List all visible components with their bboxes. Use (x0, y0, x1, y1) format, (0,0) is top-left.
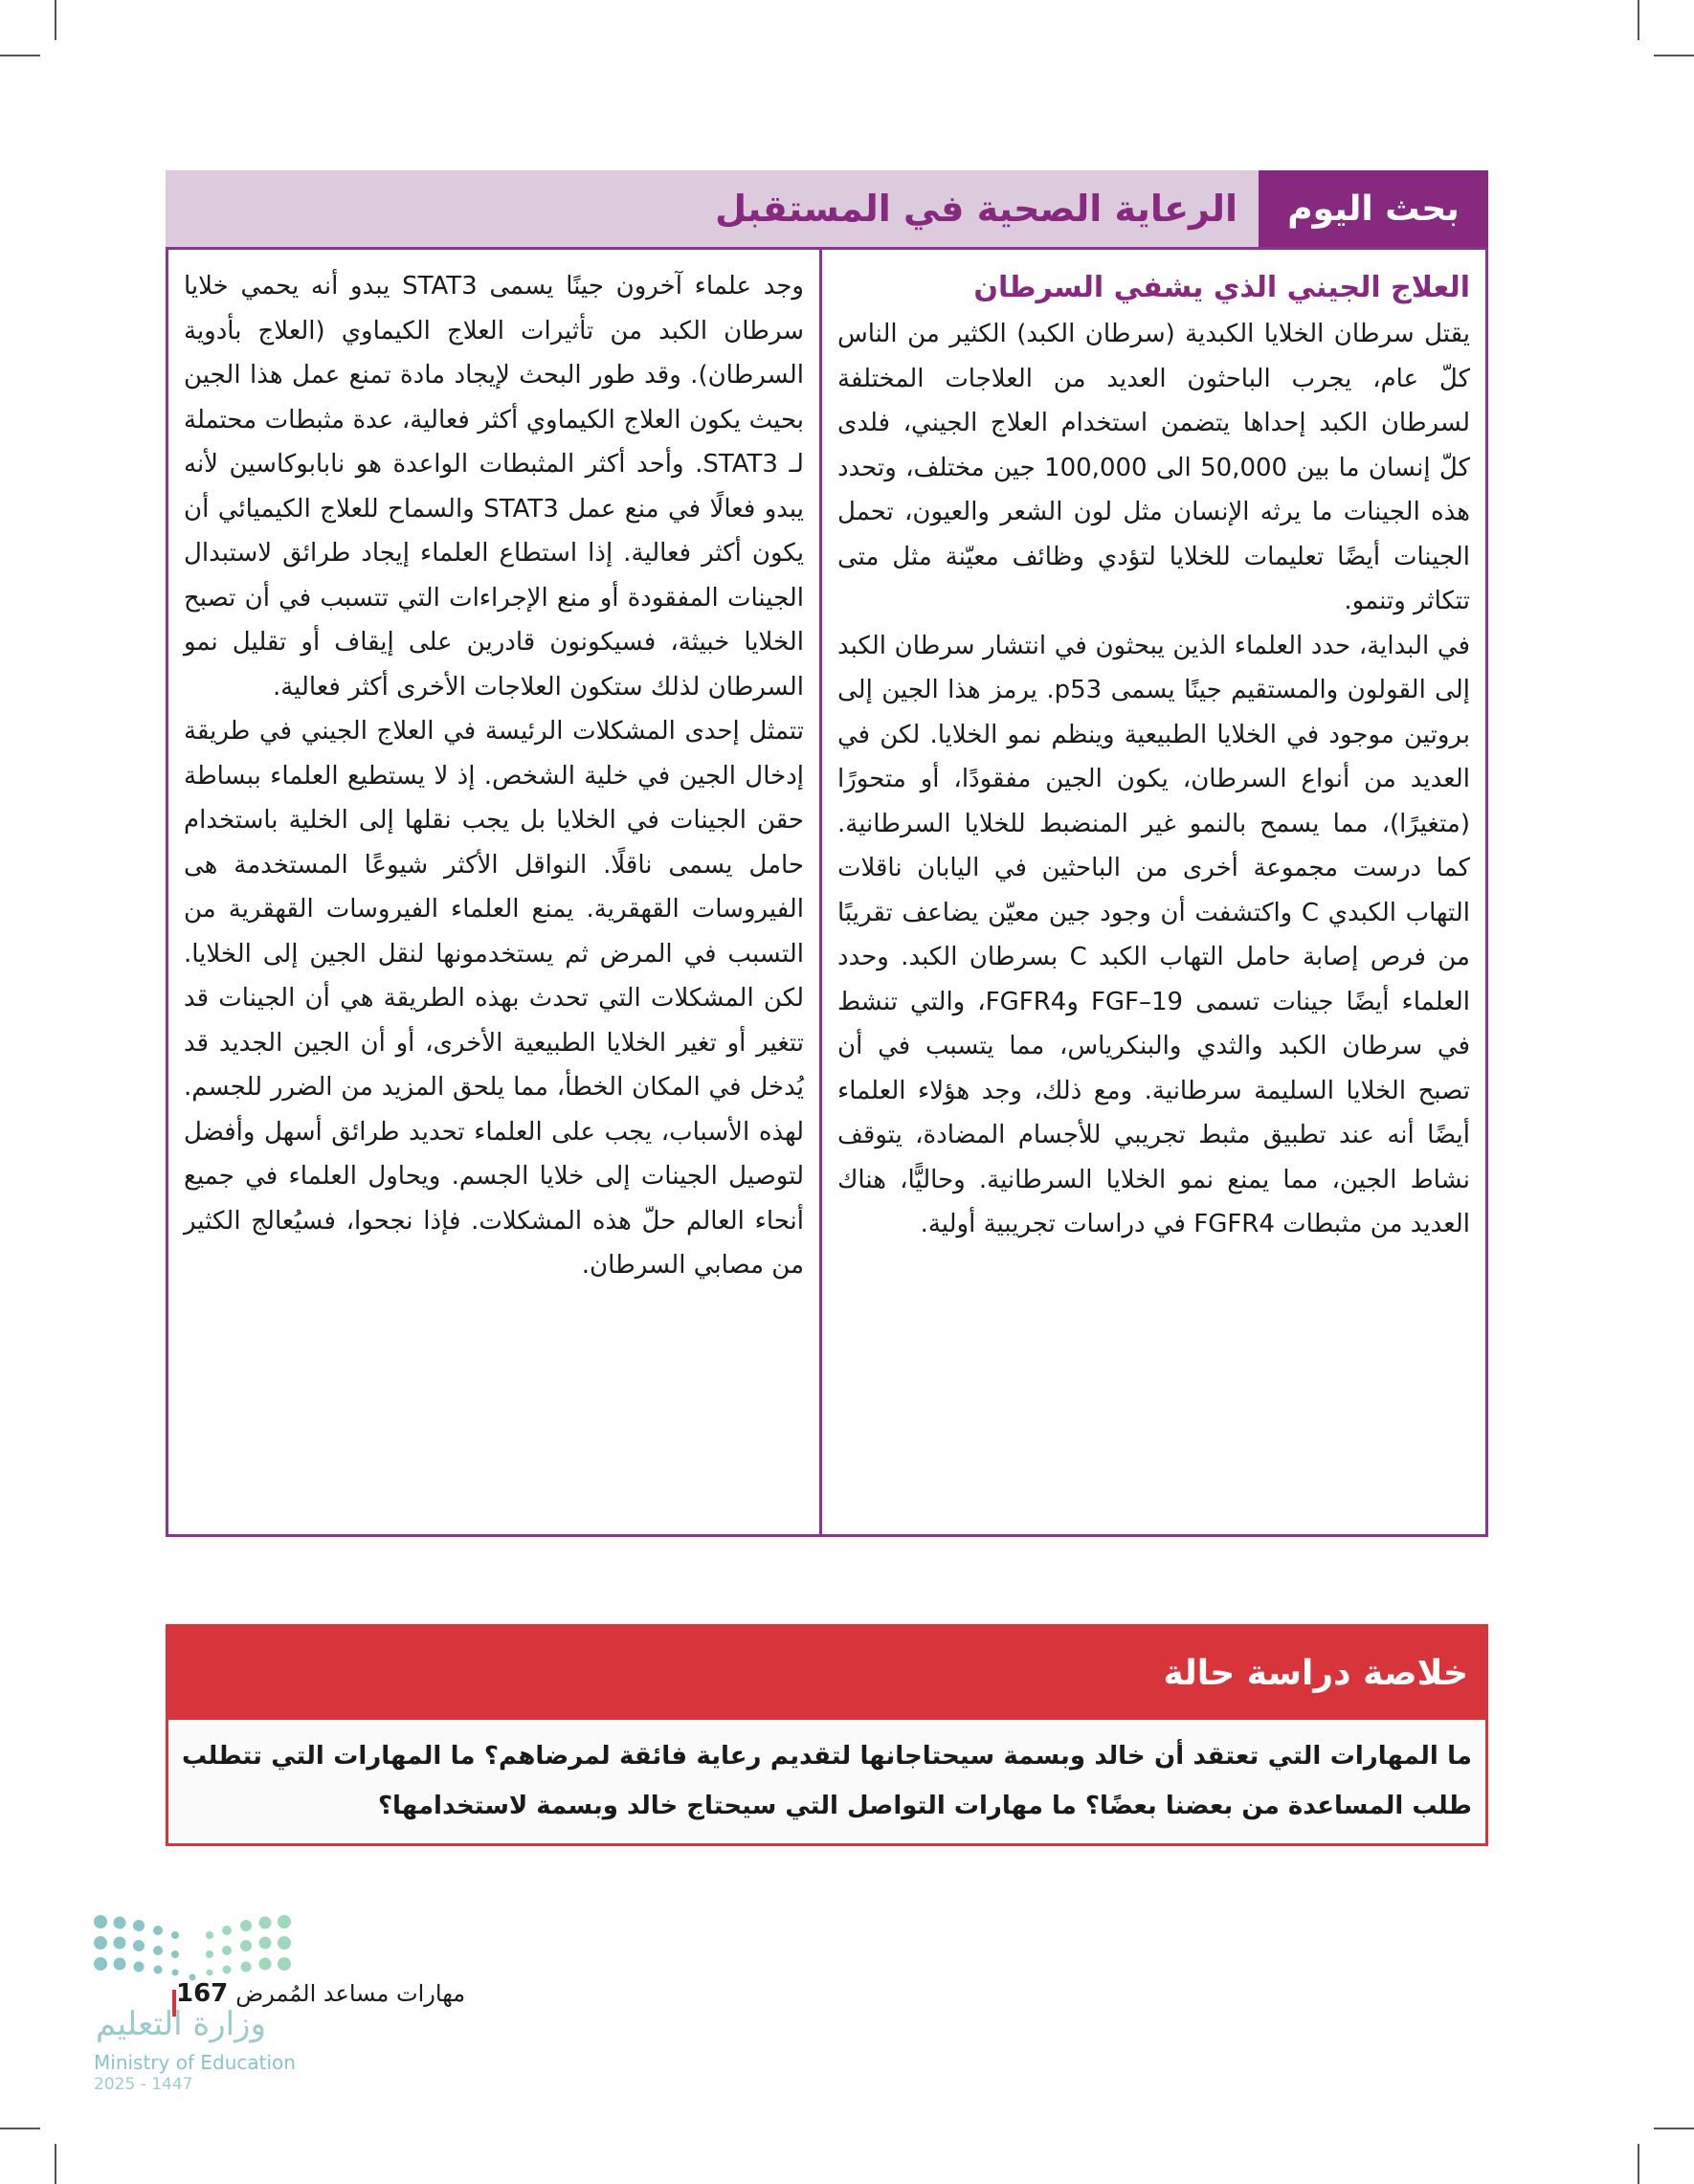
ministry-logo-icon (91, 1914, 301, 1983)
crop-mark (55, 0, 56, 40)
article-paragraph: تتمثل إحدى المشكلات الرئيسة في العلاج الجيني في طريقة إدخال الجين في خلية الشخص. إذ لا يستطيع العلماء ببساطة حقن الجينات في الخلايا بل يجب نقلها إلى الخلية باستخدام حامل يسمى ناقلًا. النواقل الأكثر شيوعًا المستخدمة هى الفيروسات القهقرية. يمنع العلماء الفيروسات القهقرية من التسبب في المرض ثم يستخدمونها لنقل الجين إلى الخلايا. لكن المشكلات التي تحدث بهذه الطريقة هي أن الجينات قد تتغير أو تغير الخلايا الطبيعية الأخرى، أو أن الجين الجديد قد يُدخل في المكان الخطأ، مما يلحق المزيد من الضرر للجسم. لهذه الأسباب، يجب على العلماء تحديد طرائق أسهل وأفضل لتوصيل الجينات إلى خلايا الجسم. ويحاول العلماء في جميع أنحاء العالم حلّ هذه المشكلات. فإذا نجحوا، فسيُعالج الكثير من مصابي السرطان. (184, 717, 804, 1280)
crop-mark (1638, 0, 1639, 40)
article-box (166, 247, 1488, 1537)
crop-mark (1638, 2144, 1639, 2184)
article-heading: العلاج الجيني الذي يشفي السرطان (973, 271, 1470, 304)
section-title: الرعاية الصحية في المستقبل (715, 188, 1237, 230)
crop-mark (0, 2128, 40, 2129)
article-column-left (168, 247, 819, 1534)
case-study-question: ما المهارات التي تعتقد أن خالد وبسمة سيحتاجانها لتقديم رعاية فائقة لمرضاهم؟ ما المهارات التي تتطلب طلب المساعدة من بعضنا بعضًا؟ ما مهارات التواصل التي سيحتاج خالد وبسمة لاستخدامها؟ (182, 1742, 1472, 1820)
article-paragraph: يقتل سرطان الخلايا الكبدية (سرطان الكبد) الكثير من الناس كلّ عام، يجرب الباحثون العديد من العلاجات المختلفة لسرطان الكبد إحداها يتضمن استخدام العلاج الجيني، فلدى كلّ إنسان ما بين 50,000 الى 100,000 جين مختلف، وتحدد هذه الجينات ما يرثه الإنسان مثل لون الشعر والعيون، تحمل الجينات أيضًا تعليمات للخلايا لتؤدي وظائف معيّنة مثل متى تتكاثر وتنمو. (837, 320, 1470, 615)
ministry-name-arabic: وزارة التعليم (96, 2005, 266, 2043)
case-study-box (166, 1624, 1488, 1846)
page-number: 167 (176, 1979, 229, 2008)
crop-mark (0, 55, 40, 56)
crop-mark (1654, 2128, 1694, 2129)
book-title: مهارات مساعد المُمرض (235, 1980, 466, 2007)
section-header (166, 170, 1488, 250)
crop-mark (55, 2144, 56, 2184)
page-footer (176, 1979, 465, 2008)
article-column-right (819, 247, 1485, 1534)
section-tag: بحث اليوم (1259, 170, 1488, 247)
ministry-name-english: Ministry of Education (94, 2051, 296, 2074)
article-paragraph: في البداية، حدد العلماء الذين يبحثون في انتشار سرطان الكبد إلى القولون والمستقيم جينًا يسمى p53. يرمز هذا الجين إلى بروتين موجود في الخلايا الطبيعية وينظم نمو الخلايا. لكن في العديد من أنواع السرطان، يكون الجين مفقودًا، أو متحورًا (متغيرًا)، مما يسمح بالنمو غير المنضبط للخلايا السرطانية. كما درست مجموعة أخرى من الباحثين في اليابان ناقلات التهاب الكبدي C واكتشفت أن وجود جين معيّن يضاعف تقريبًا من فرص إصابة حامل التهاب الكبد C بسرطان الكبد. وحدد العلماء أيضًا جينات تسمى FGF–19 وFGFR4، والتي تنشط في سرطان الكبد والثدي والبنكرياس، مما يتسبب في أن تصبح الخلايا السليمة سرطانية. ومع ذلك، وجد هؤلاء العلماء أيضًا أنه عند تطبيق مثبط تجريبي للأجسام المضادة، يتوقف نشاط الجين، مما يمنع نمو الخلايا السرطانية. وحاليًّا، هناك العديد من مثبطات FGFR4 في دراسات تجريبية أولية. (837, 631, 1470, 1238)
edition-year: 2025 - 1447 (94, 2075, 193, 2094)
article-paragraph: وجد علماء آخرون جينًا يسمى STAT3 يبدو أنه يحمي خلايا سرطان الكبد من تأثيرات العلاج الكيماوي (العلاج بأدوية السرطان). وقد طور البحث لإيجاد مادة تمنع عمل هذا الجين بحيث يكون العلاج الكيماوي أكثر فعالية، عدة مثبطات محتملة لـ STAT3. وأحد أكثر المثبطات الواعدة هو نابابوكاسين لأنه يبدو فعالًا في منع عمل STAT3 والسماح للعلاج الكيميائي أن يكون أكثر فعالية. إذا استطاع العلماء إيجاد طرائق لاستبدال الجينات المفقودة أو منع الإجراءات التي تتسبب في أن تصبح الخلايا خبيثة، فسيكونون قادرين على إيقاف أو تقليل نمو السرطان لذلك ستكون العلاجات الأخرى أكثر فعالية. (184, 272, 804, 702)
case-study-title: خلاصة دراسة حالة (168, 1627, 1485, 1720)
crop-mark (1654, 55, 1694, 56)
